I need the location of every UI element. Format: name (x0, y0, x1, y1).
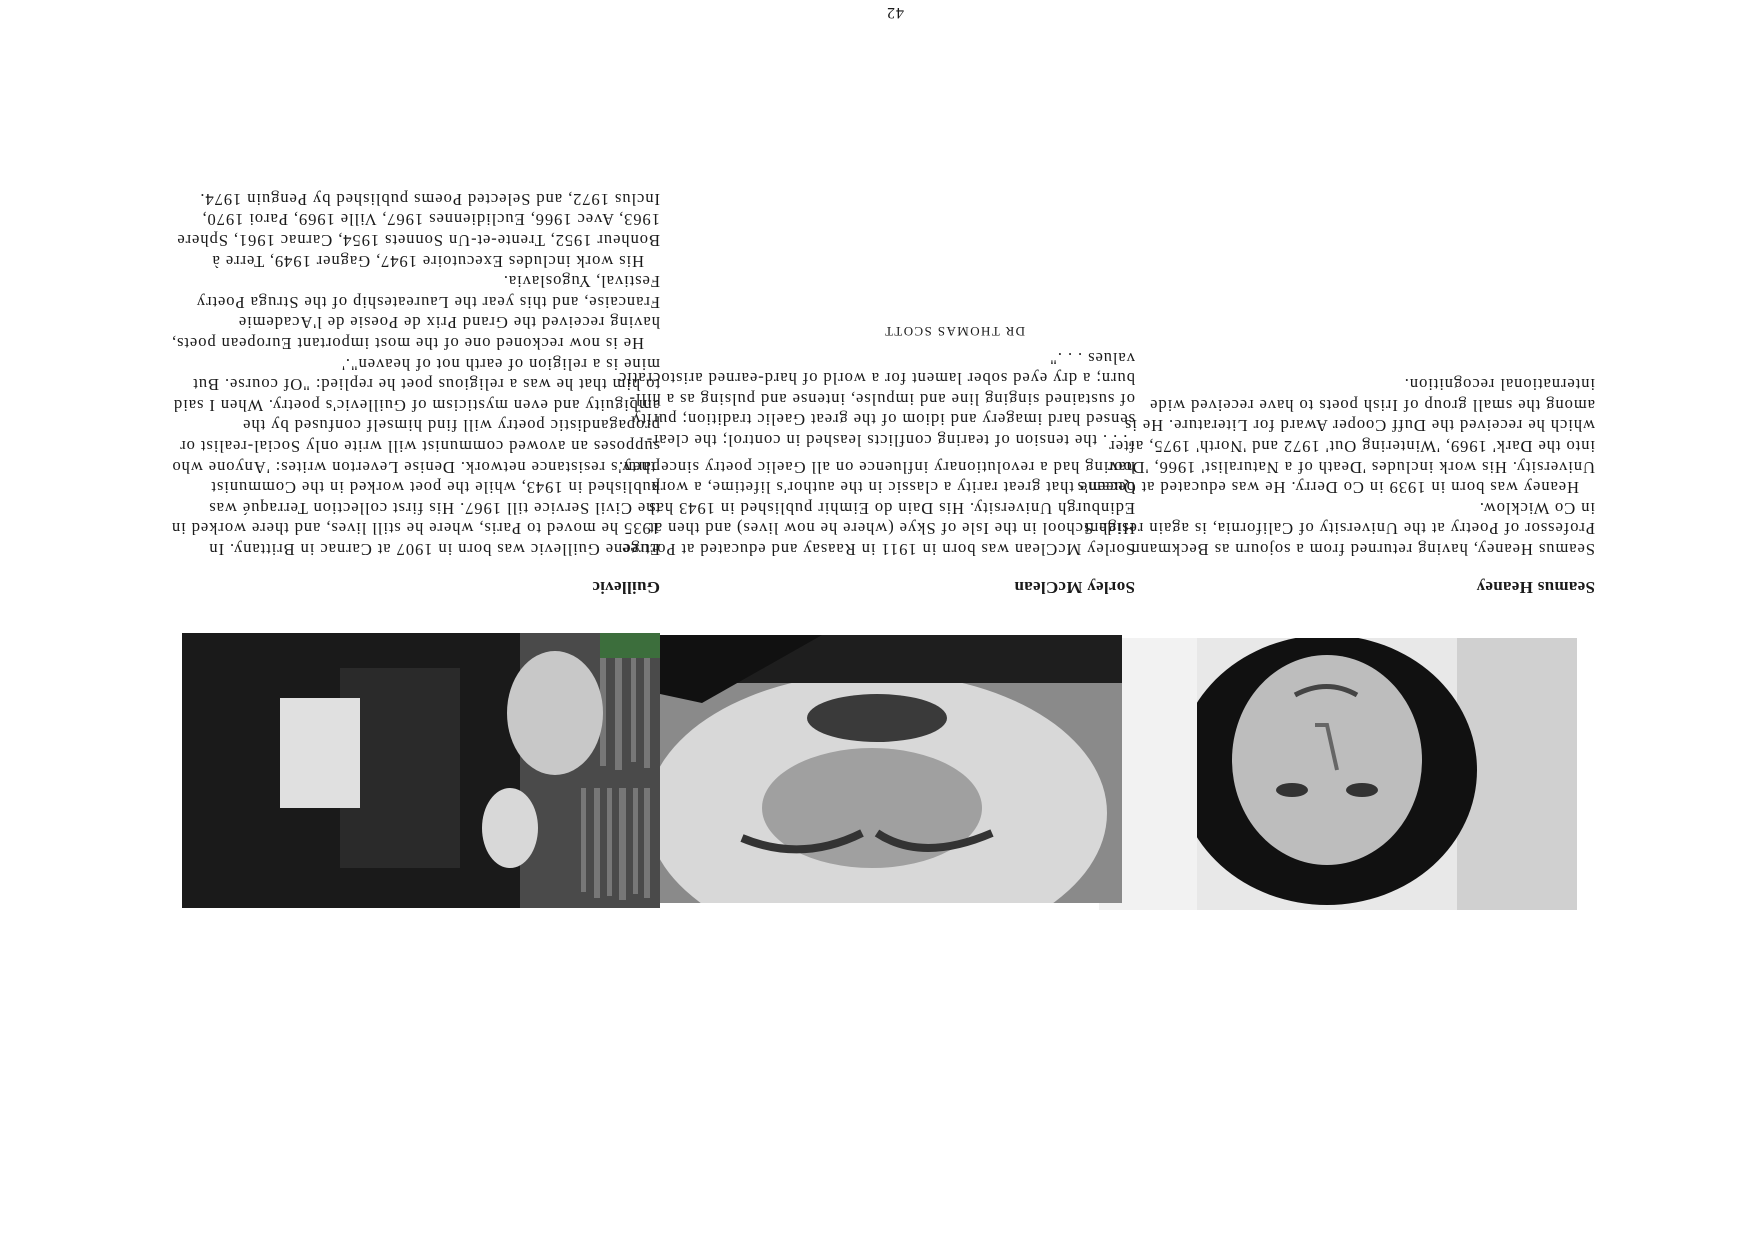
photo-sorley-mcclean (632, 635, 1122, 903)
photo-guillevic (182, 633, 660, 908)
biography (615, 323, 1135, 559)
poet-name: Guillevic (592, 578, 660, 597)
column-seamus-heaney (1075, 374, 1595, 597)
quotation: ". . . the tension of tearing conflicts leashed in control; the clear-sensed hard imagery and idiom of the great Gaelic tradition; purity of sustained singing line and impulse, intense and pulsing as a hill-burn; a dry eyed sober lament for a world of hard-earned aristocratic values . . ." (618, 348, 1135, 451)
column-guillevic (170, 188, 660, 597)
column-sorley-mcclean (615, 323, 1135, 597)
bio-paragraph: Heaney was born in 1939 in Co Derry. He was educated at Queen's University. His work includes 'Death of a Naturalist' 1966, 'Door into the Dark' 1969, 'Wintering Out' 1972 and 'North' 1975, after which he received the Duff Cooper Award for Literature. He is among the small group of Irish poets to have received wide international recognition. (1076, 375, 1595, 498)
quote-attribution: DR THOMAS SCOTT (883, 324, 1025, 340)
page-number: 42 (886, 4, 904, 21)
poet-name: Seamus Heaney (1476, 578, 1595, 597)
photo-seamus-heaney (1099, 638, 1577, 910)
bio-paragraph: He is now reckoned one of the most important European poets, having received the Grand Prix de Poesie de l'Academie Francaise, and this year the Laureateship of the Struga Poetry Festival, Yugoslavia. (171, 272, 660, 354)
bio-paragraph: Sorley McClean was born in 1911 in Raasay and educated at Portree High School in the Isle of Skye (where he now lives) and then at Edinburgh University. His Dain do Eimhir published in 1943 has became that great rarity a classic in the author's lifetime, a work having had a revolutionary influence on all Gaelic poetry since then. (618, 457, 1135, 559)
bio-paragraph: His work includes Executoire 1947, Gagner 1949, Terre à Bonheur 1952, Trente-et-Un Sonnets 1954, Carnac 1961, Sphere 1963, Avec 1966, Euclidiennes 1967, Ville 1969, Paroi 1970, Inclus 1972, and Selected Poems published by Penguin 1974. (176, 189, 660, 271)
portrait-image (1099, 638, 1577, 910)
portrait-image (632, 635, 1122, 903)
portrait-image (182, 633, 660, 908)
biography (170, 188, 660, 559)
poet-name: Sorley McClean (1014, 578, 1135, 597)
bio-paragraph: Seamus Heaney, having returned from a sojourn as Beckmann Professor of Poetry at the University of California, is again resident in Co Wicklow. (1083, 498, 1595, 559)
bio-paragraph: Eugene Guillevic was born in 1907 at Carnac in Brittany. In 1935 he moved to Paris, where he still lives, and there worked in the Civil Service till 1967. His first collection Terraqué was published in 1943, while the poet worked in the Communist party's resistance network. Denise Leverton writes: 'Anyone who supposes an avowed communist will write only Social-realist or propagandistic poetry will find himself confused by the ambiguity and even mysticism of Guillevic's poetry. When I said to him that he was a religious poet he replied: "Of course. But mine is a religion of earth not of heaven".' (171, 354, 660, 559)
biography (1075, 374, 1595, 559)
